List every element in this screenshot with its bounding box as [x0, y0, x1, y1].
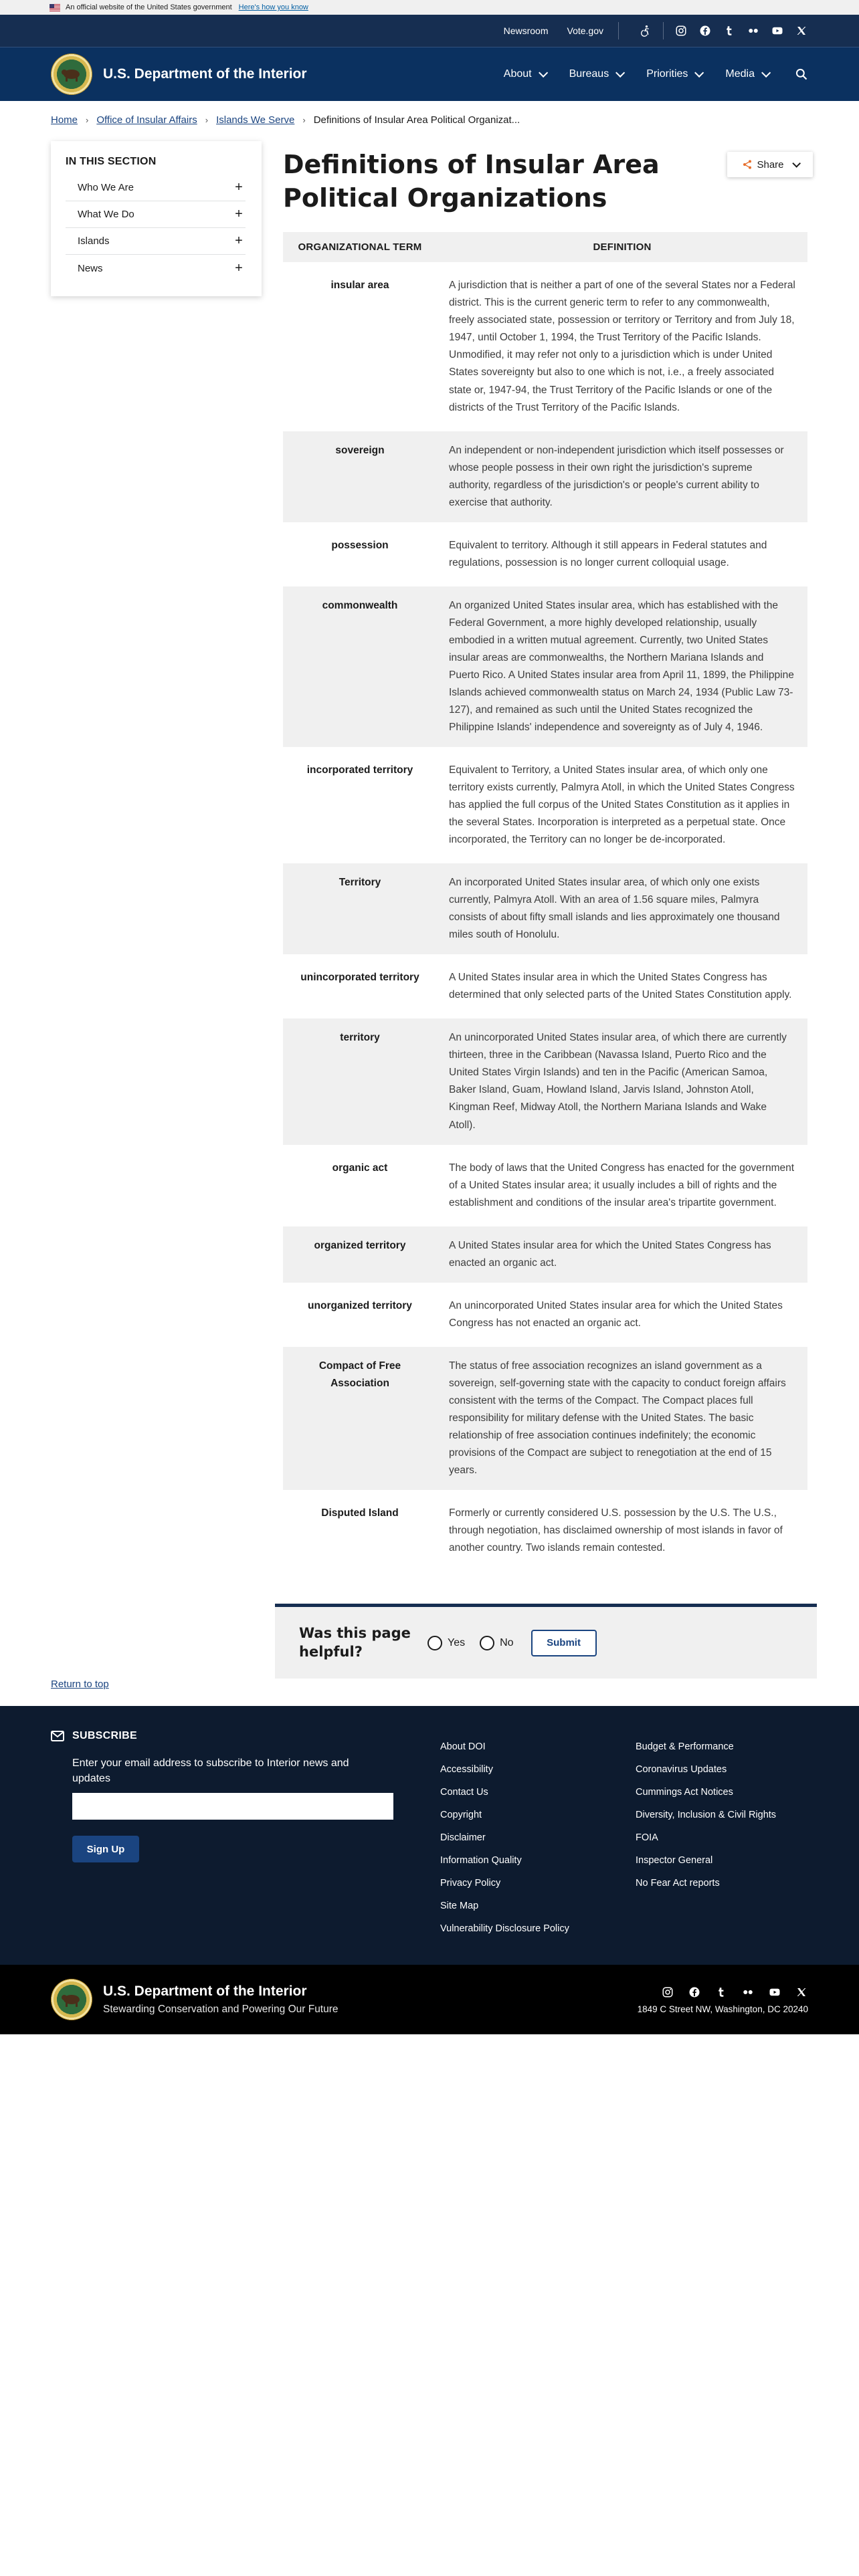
definition-cell: An incorporated United States insular area, of which only one exists currently, Palmyra Atoll. With an area of 1.56 square miles, Palmyra consists of about fifty small islands and lies approximately one thousand miles south of Honolulu.: [437, 861, 807, 956]
sidebar-item-label: Islands: [78, 235, 110, 247]
bottom-footer-contact: [638, 1985, 808, 2014]
table-row: [283, 1147, 807, 1224]
sign-up-button[interactable]: Sign Up: [72, 1836, 139, 1862]
definition-cell: The body of laws that the United Congress has enacted for the government of a United States insular area; it usually includes a bill of rights and the establishment and conditions of the insular area's tripartite government.: [437, 1147, 807, 1224]
term-cell: commonwealth: [283, 584, 437, 749]
table-row: [283, 1345, 807, 1492]
bottom-footer-tagline: Stewarding Conservation and Powering Our Future: [103, 2004, 339, 2015]
term-cell: Compact of Free Association: [283, 1345, 437, 1492]
newsroom-link[interactable]: Newsroom: [503, 25, 549, 36]
chevron-down-icon: [792, 159, 801, 168]
term-cell: sovereign: [283, 429, 437, 524]
chevron-down-icon: [694, 68, 704, 78]
footer-link[interactable]: FOIA: [636, 1832, 658, 1843]
term-cell: unorganized territory: [283, 1285, 437, 1345]
footer-link[interactable]: Site Map: [440, 1901, 479, 1911]
gov-banner-text: An official website of the United States government: [66, 3, 232, 11]
definition-cell: An independent or non-independent jurisdiction which itself possesses or whose people possess in their own right the jurisdiction's supreme authority, regardless of the jurisdiction's or people's current ability to exercise that authority.: [437, 429, 807, 524]
subscribe-heading-text: SUBSCRIBE: [72, 1730, 137, 1741]
nav-about[interactable]: [504, 68, 545, 80]
bottom-footer-title: U.S. Department of the Interior: [103, 1983, 307, 1999]
x-icon[interactable]: [795, 1985, 808, 1999]
footer-link[interactable]: Contact Us: [440, 1787, 488, 1798]
flickr-icon[interactable]: [747, 24, 760, 37]
bottom-footer-address: 1849 C Street NW, Washington, DC 20240: [637, 2004, 808, 2014]
column-header-term: ORGANIZATIONAL TERM: [283, 232, 437, 264]
chevron-right-icon: ›: [205, 114, 209, 125]
table-row: [283, 956, 807, 1016]
chevron-right-icon: ›: [302, 114, 306, 125]
facebook-icon[interactable]: [688, 1985, 701, 1999]
footer-link[interactable]: Privacy Policy: [440, 1878, 501, 1889]
table-row: [283, 861, 807, 956]
nav-bureaus[interactable]: [569, 68, 623, 80]
table-row: [283, 264, 807, 429]
chevron-right-icon: ›: [86, 114, 89, 125]
table-row: [283, 1285, 807, 1345]
feedback-submit-button[interactable]: Submit: [531, 1630, 597, 1656]
footer-link[interactable]: Inspector General: [636, 1855, 713, 1866]
footer-link[interactable]: Diversity, Inclusion & Civil Rights: [636, 1810, 777, 1820]
share-icon: [742, 159, 753, 170]
sidebar-heading: IN THIS SECTION: [66, 156, 157, 167]
feedback-no-label: No: [500, 1636, 514, 1648]
utility-bar: [0, 15, 859, 47]
term-cell: organic act: [283, 1147, 437, 1224]
page-feedback: [275, 1604, 817, 1679]
footer-link[interactable]: About DOI: [440, 1741, 486, 1752]
utility-divider: [663, 22, 664, 39]
breadcrumb-islands-we-serve[interactable]: Islands We Serve: [216, 114, 295, 126]
breadcrumb-home[interactable]: Home: [51, 114, 78, 126]
footer-link[interactable]: Vulnerability Disclosure Policy: [440, 1923, 569, 1934]
chevron-down-icon: [761, 68, 771, 78]
site-title[interactable]: U.S. Department of the Interior: [103, 66, 307, 82]
section-sidebar: [51, 141, 262, 1679]
table-row: [283, 749, 807, 861]
definition-cell: A jurisdiction that is neither a part of one of the several States nor a Federal district. This is the current generic term to refer to any commonwealth, freely associated state, possession or territory or Territory and from July 18, 1947, until October 1, 1994, the Trust Territory of the Pacific Islands. Unmodified, it may refer not only to a jurisdiction which is under United States sovereignty but also to one which is not, i.e., a freely associated state or, 1947-94, the Trust Territory of the Pacific Islands or one of the districts of the Trust Territory of the Pacific Islands.: [437, 264, 807, 429]
share-label: Share: [757, 158, 784, 171]
table-row: [283, 524, 807, 584]
share-button[interactable]: [727, 152, 813, 177]
sidebar-box: [51, 141, 262, 296]
main-layout: [0, 138, 859, 1679]
term-cell: organized territory: [283, 1224, 437, 1285]
term-cell: Disputed Island: [283, 1492, 437, 1568]
doi-seal-logo[interactable]: [51, 53, 92, 95]
radio-circle[interactable]: [427, 1636, 442, 1650]
sidebar-item-who-we-are[interactable]: [66, 175, 246, 201]
sidebar-item-what-we-do[interactable]: [66, 201, 246, 228]
heres-how-you-know-link[interactable]: Here's how you know: [238, 3, 308, 11]
x-icon[interactable]: [795, 24, 808, 37]
main-content: [283, 138, 813, 1679]
accessibility-icon[interactable]: [639, 24, 652, 37]
search-icon[interactable]: [795, 68, 808, 81]
gov-banner: [0, 0, 859, 15]
page-title: Definitions of Insular Area Political Organizations: [283, 150, 660, 213]
definition-cell: An unincorporated United States insular area, of which there are currently thirteen, three in the Caribbean (Navassa Island, Puerto Rico and the United States Virgin Islands) and ten in the Pacific (American Samoa, Baker Island, Guam, Howland Island, Jarvis Island, Johnston Atoll, Kingman Reef, Midway Atoll, the Northern Mariana Islands and Wake Atoll).: [437, 1016, 807, 1146]
sidebar-item-label: What We Do: [78, 209, 134, 220]
definition-cell: The status of free association recognizes an island government as a sovereign, self-governing state with the capacity to conduct foreign affairs consistent with the terms of the Compact. The Compact places full responsibility for military defense with the United States. The basic relationship of free association continues indefinitely; the economic provisions of the Compact are subject to renegotiation at the end of 15 years.: [437, 1345, 807, 1492]
footer-links-col-2: [636, 1735, 776, 1895]
return-to-top-link[interactable]: Return to top: [51, 1679, 109, 1690]
table-row: [283, 1016, 807, 1146]
footer-link[interactable]: Cummings Act Notices: [636, 1787, 733, 1798]
definition-cell: Equivalent to territory. Although it still appears in Federal statutes and regulations, possession is no longer current colloquial usage.: [437, 524, 807, 584]
doi-seal-logo[interactable]: [51, 1979, 92, 2020]
definitions-table: [283, 232, 807, 1568]
feedback-yes-radio[interactable]: [427, 1636, 465, 1650]
bottom-footer: [0, 1965, 859, 2034]
vote-gov-link[interactable]: Vote.gov: [567, 25, 603, 36]
tumblr-icon[interactable]: [714, 1985, 728, 1999]
sidebar-item-label: News: [78, 262, 103, 274]
term-cell: unincorporated territory: [283, 956, 437, 1016]
definition-cell: An organized United States insular area, which has established with the Federal Government, a more highly developed relationship, usually embodied in a written mutual agreement. Currently, two United States insular areas are commonwealths, the Northern Mariana Islands and Puerto Rico. A United States insular area from April 11, 1899, the Philippine Islands achieved commonwealth status on March 24, 1934 (Public Law 73-127), and remained as such until the United States recognized the Philippine Islands' independence and sovereignty as of July 4, 1946.: [437, 584, 807, 749]
main-nav: [480, 68, 808, 81]
footer-link[interactable]: Information Quality: [440, 1855, 522, 1866]
facebook-icon[interactable]: [698, 24, 712, 37]
term-cell: incorporated territory: [283, 749, 437, 861]
chevron-down-icon: [615, 68, 625, 78]
nav-bureaus-label: Bureaus: [569, 68, 609, 80]
term-cell: Territory: [283, 861, 437, 956]
footer-link[interactable]: Disclaimer: [440, 1832, 486, 1843]
social-icons: [638, 1985, 808, 1999]
table-row: [283, 429, 807, 524]
feedback-question: Was this page helpful?: [299, 1625, 411, 1660]
definition-cell: Equivalent to Territory, a United States insular area, of which only one territory exists currently, Palmyra Atoll, in which the United States Congress has applied the full corpus of the United States Constitution as it applies in the several States. Incorporation is interpreted as a perpetual state. Once incorporated, the Territory can no longer be de-incorporated.: [437, 749, 807, 861]
footer-links-col-1: [440, 1735, 569, 1940]
sidebar-item-islands[interactable]: [66, 228, 246, 255]
feedback-no-radio[interactable]: [480, 1636, 513, 1650]
sidebar-item-news[interactable]: [66, 255, 246, 282]
column-header-definition: DEFINITION: [437, 232, 807, 264]
plus-icon[interactable]: +: [235, 260, 243, 276]
table-row: [283, 1224, 807, 1285]
definition-cell: An unincorporated United States insular area for which the United States Congress has not enacted an organic act.: [437, 1285, 807, 1345]
definition-cell: Formerly or currently considered U.S. possession by the U.S. The U.S., through negotiation, has disclaimed ownership of most islands in favor of another country. Two islands remain contested.: [437, 1492, 807, 1568]
breadcrumb-insular-affairs[interactable]: Office of Insular Affairs: [96, 114, 197, 126]
subscribe-description: Enter your email address to subscribe to Interior news and updates: [72, 1757, 349, 1785]
youtube-icon[interactable]: [768, 1985, 781, 1999]
breadcrumb: [0, 101, 859, 138]
nav-media[interactable]: [725, 68, 768, 80]
instagram-icon[interactable]: [674, 24, 688, 37]
table-row: [283, 1492, 807, 1568]
flickr-icon[interactable]: [741, 1985, 755, 1999]
sidebar-item-label: Who We Are: [78, 182, 134, 193]
nav-priorities-label: Priorities: [646, 68, 688, 80]
term-cell: possession: [283, 524, 437, 584]
plus-icon[interactable]: +: [235, 233, 243, 248]
chevron-down-icon: [539, 68, 548, 78]
feedback-yes-label: Yes: [448, 1636, 466, 1648]
nav-priorities[interactable]: [646, 68, 701, 80]
footer-link[interactable]: Copyright: [440, 1810, 482, 1820]
footer-link[interactable]: No Fear Act reports: [636, 1878, 720, 1889]
table-row: [283, 584, 807, 749]
definitions-table-body: [283, 264, 807, 1568]
plus-icon[interactable]: +: [235, 180, 243, 195]
radio-circle[interactable]: [480, 1636, 494, 1650]
youtube-icon[interactable]: [771, 24, 784, 37]
site-footer: [0, 1706, 859, 1965]
nav-media-label: Media: [725, 68, 755, 80]
table-header-row: [283, 232, 807, 264]
definition-cell: A United States insular area in which the United States Congress has determined that only selected parts of the United States Constitution apply.: [437, 956, 807, 1016]
term-cell: territory: [283, 1016, 437, 1146]
plus-icon[interactable]: +: [235, 207, 243, 221]
bottom-footer-identity: [103, 1983, 339, 2016]
mail-icon: [51, 1731, 64, 1741]
term-cell: insular area: [283, 264, 437, 429]
site-header: [0, 47, 859, 101]
subscribe-email-input[interactable]: [72, 1793, 393, 1820]
utility-divider: [618, 22, 619, 39]
footer-link[interactable]: Budget & Performance: [636, 1741, 734, 1752]
footer-link[interactable]: Coronavirus Updates: [636, 1764, 727, 1775]
definition-cell: A United States insular area for which the United States Congress has enacted an organic act.: [437, 1224, 807, 1285]
nav-about-label: About: [503, 68, 532, 80]
breadcrumb-current: Definitions of Insular Area Political Organizat...: [313, 114, 520, 126]
tumblr-icon[interactable]: [723, 24, 736, 37]
footer-link[interactable]: Accessibility: [440, 1764, 493, 1775]
us-flag-icon: [50, 4, 60, 11]
instagram-icon[interactable]: [661, 1985, 674, 1999]
